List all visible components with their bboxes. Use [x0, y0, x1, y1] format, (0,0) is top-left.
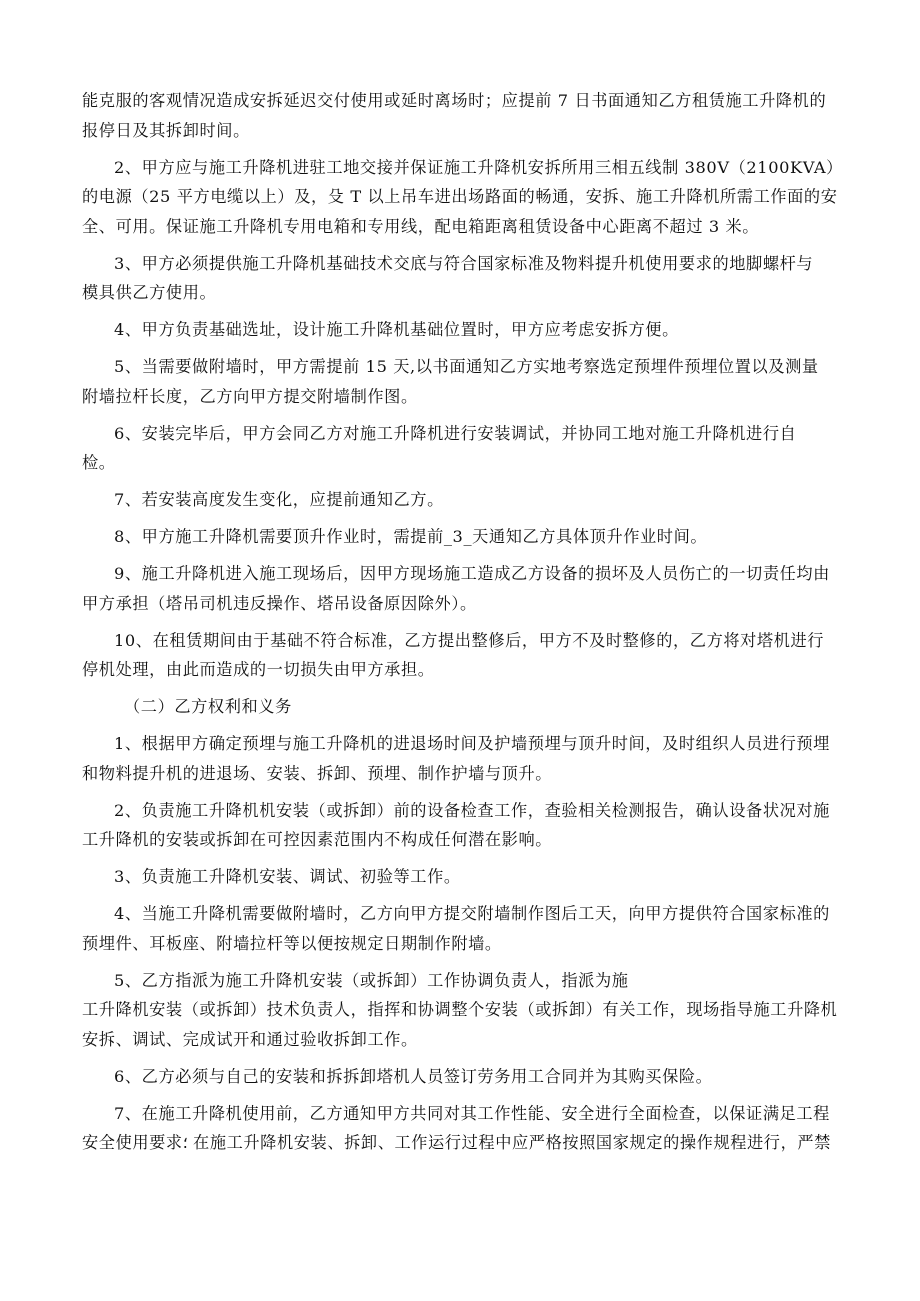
text-line: 检。: [82, 453, 116, 472]
paragraph-16: [82, 1062, 838, 1092]
text-line: 4、当施工升降机需要做附墙时，乙方向甲方提交附墙制作图后工天，向甲方提供符合国家标准的: [114, 904, 830, 923]
paragraph-9: [82, 626, 838, 685]
paragraph-15: [82, 966, 838, 1055]
text-line: 预埋件、耳板座、附墙拉杆等以便按规定日期制作附墙。: [82, 933, 502, 953]
text-line: 甲方承担（塔吊司机违反操作、塔吊设备原因除外）。: [82, 593, 477, 613]
text-line: 8、甲方施工升降机需要顶升作业时，需提前_3_天通知乙方具体顶升作业时间。: [114, 527, 708, 546]
text-line: 1、根据甲方确定预埋与施工升降机的进退场时间及护墙预埋与顶升时间，及时组织人员进行预埋: [114, 734, 830, 753]
text-line: 3、甲方必须提供施工升降机基础技术交底与符合国家标准及物料提升机使用要求的地脚螺杆与: [114, 253, 814, 273]
paragraph-4: [82, 352, 838, 411]
text-line: 2、甲方应与施工升降机进驻工地交接并保证施工升降机安拆所用三相五线制 380V（2100KVA）: [114, 157, 843, 177]
paragraph-13: [82, 862, 838, 892]
text-line: 模具供乙方使用。: [82, 283, 217, 302]
text-line: 报停日及其拆卸时间。: [82, 120, 250, 140]
document-body: [82, 86, 843, 1165]
text-line: 附墙拉杆长度，乙方向甲方提交附墙制作图。: [82, 386, 418, 406]
section-heading: [82, 692, 838, 722]
text-line: 3、负责施工升降机安装、调试、初验等工作。: [114, 867, 461, 886]
text-line: 4、甲方负责基础选址，设计施工升降机基础位置时，甲方应考虑安拆方便。: [114, 320, 679, 339]
paragraph-7: [82, 522, 838, 552]
text-line: 停机处理，由此而造成的一切损失由甲方承担。: [82, 660, 435, 679]
paragraph-5: [82, 419, 838, 478]
text-line: 和物料提升机的进退场、安装、拆卸、预埋、制作护墙与顶升。: [82, 763, 553, 783]
paragraph-17: [82, 1099, 838, 1158]
paragraph-8: [82, 559, 838, 618]
text-line: 安拆、调试、完成试开和通过验收拆卸工作。: [82, 1029, 418, 1049]
paragraph-11: [82, 729, 838, 788]
paragraph-0: [82, 86, 838, 145]
text-line: 9、施工升降机进入施工现场后，因甲方现场施工造成乙方设备的损坏及人员伤亡的一切责任均由: [114, 564, 830, 583]
text-line: 工升降机安装（或拆卸）技术负责人，指挥和协调整个安装（或拆卸）有关工作，现场指导施工升降机: [82, 1000, 838, 1019]
text-line: 7、若安装高度发生变化，应提前通知乙方。: [114, 490, 444, 509]
text-line: 5、乙方指派为施工升降机安装（或拆卸）工作协调负责人，指派为施: [114, 970, 629, 990]
text-line: 5、当需要做附墙时，甲方需提前 15 天,以书面通知乙方实地考察选定预埋件预埋位置以及测量: [114, 357, 819, 376]
paragraph-1: [82, 153, 843, 242]
paragraph-6: [82, 485, 838, 515]
text-line: 安全使用要求؛ 在施工升降机安装、拆卸、工作运行过程中应严格按照国家规定的操作规程进行，严禁: [82, 1133, 831, 1152]
text-line: 7、在施工升降机使用前，乙方通知甲方共同对其工作性能、安全进行全面检查，以保证满足工程: [114, 1103, 830, 1123]
paragraph-14: [82, 899, 838, 958]
text-line: 2、负责施工升降机机安装（或拆卸）前的设备检查工作，查验相关检测报告，确认设备状况对施: [114, 800, 830, 820]
text-line: 6、安装完毕后，甲方会同乙方对施工升降机进行安装调试，并协同工地对施工升降机进行自: [114, 423, 797, 443]
paragraph-12: [82, 796, 838, 855]
paragraph-2: [82, 249, 838, 308]
text-line: 全、可用。保证施工升降机专用电箱和专用线，配电箱距离租赁设备中心距离不超过 3 米。: [82, 216, 760, 236]
text-line: 10、在租赁期间由于基础不符合标准，乙方提出整修后，甲方不及时整修的，乙方将对塔机进行: [114, 630, 825, 650]
paragraph-3: [82, 315, 838, 345]
text-line: 工升降机的安装或拆卸在可控因素范围内不构成任何潜在影响。: [82, 830, 553, 849]
text-line: 能克服的客观情况造成安拆延迟交付使用或延时离场时；应提前 7 日书面通知乙方租赁施工升降机的: [82, 91, 827, 110]
text-line: 6、乙方必须与自己的安装和拆拆卸塔机人员签订劳务用工合同并为其购买保险。: [114, 1066, 713, 1086]
text-line: 的电源（25 平方电缆以上）及，殳 T 以上吊车进出场路面的畅通，安拆、施工升降机所需工作面的安: [82, 187, 838, 206]
text-line: （二）乙方权利和义务: [124, 697, 292, 716]
